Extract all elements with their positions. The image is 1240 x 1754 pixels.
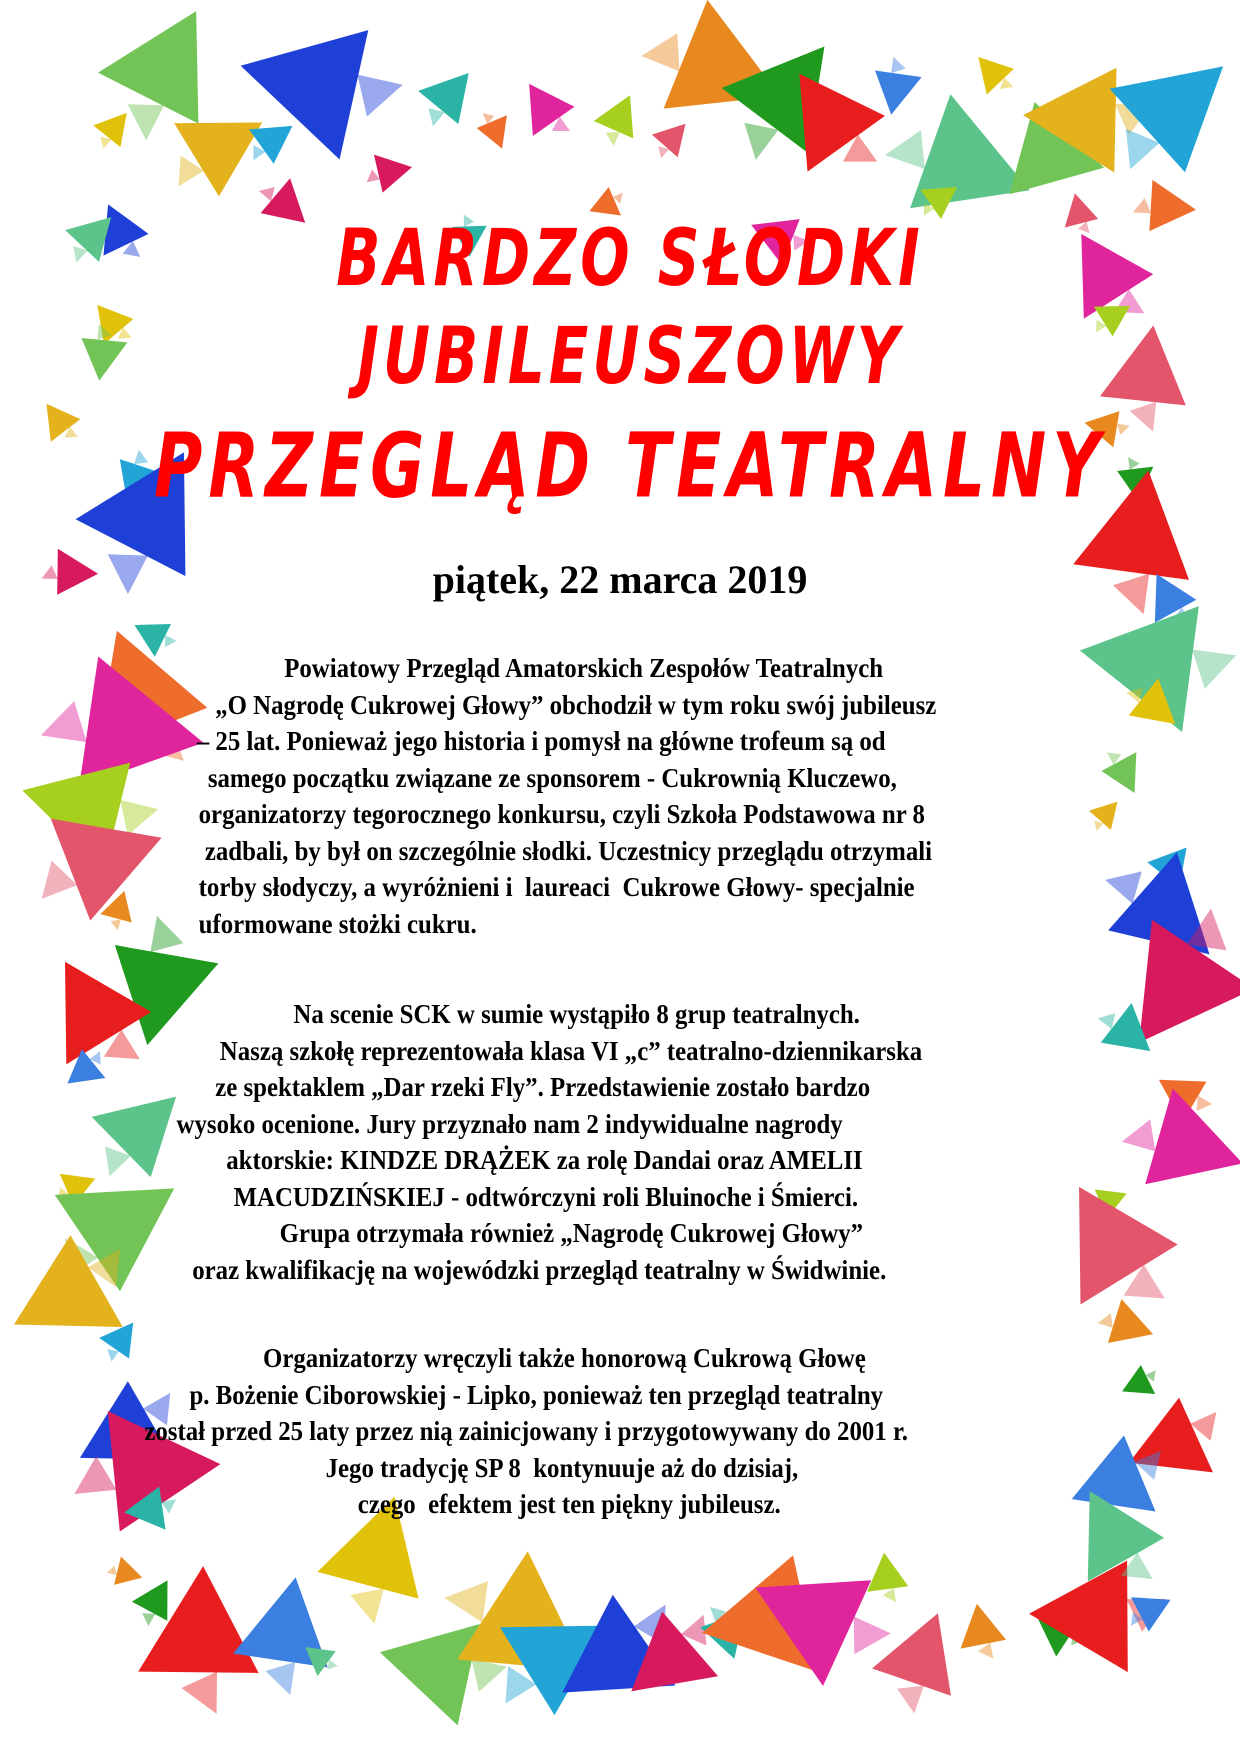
text-line: wysoko ocenione. Jury przyznało nam 2 indywidualne nagrody (176, 1108, 843, 1139)
paragraph-1 (50, 650, 1191, 942)
text-line: torby słodyczy, a wyróżnieni i laureaci Cukrowe Głowy- specjalnie (198, 872, 915, 902)
title-line-2: JUBILEUSZOWY (357, 310, 903, 402)
title-line-1: BARDZO SŁODKI (336, 212, 924, 304)
text-line: aktorskie: KINDZE DRĄŻEK za rolę Dandai oraz AMELII (226, 1145, 863, 1175)
text-line: Jego tradycję SP 8 kontynuuje aż do dzisiaj, (325, 1452, 799, 1483)
text-line: – 25 lat. Ponieważ jego historia i pomysł na główne trofeum są od (196, 726, 886, 756)
text-line: uformowane stożki cukru. (198, 908, 477, 939)
paragraph-3 (50, 1340, 1191, 1523)
text-line: Na scenie SCK w sumie wystąpiło 8 grup teatralnych. (293, 999, 860, 1029)
text-line: samego początku związane ze sponsorem - Cukrownią Kluczewo, (207, 762, 897, 793)
text-line: oraz kwalifikację na wojewódzki przegląd teatralny w Świdwinie. (192, 1254, 887, 1285)
text-line: Naszą szkołę reprezentowała klasa VI „c” teatralno-dziennikarska (219, 1035, 923, 1066)
text-line: p. Bożenie Ciborowskiej - Lipko, ponieważ ten przegląd teatralny (189, 1379, 884, 1410)
text-line: czego efektem jest ten piękny jubileusz. (357, 1489, 781, 1519)
text-line: „O Nagrodę Cukrowej Głowy” obchodził w tym roku swój jubileusz (215, 689, 937, 720)
paragraph-2 (50, 996, 1191, 1288)
event-date: piątek, 22 marca 2019 (432, 557, 808, 602)
text-line: MACUDZIŃSKIEJ - odtwórczyni roli Bluinoche i Śmierci. (233, 1181, 859, 1212)
text-line: zadbali, by był on szczególnie słodki. Uczestnicy przeglądu otrzymali (198, 835, 933, 866)
text-line: Organizatorzy wręczyli także honorową Cukrową Głowę (263, 1343, 866, 1373)
text-line: ze spektaklem „Dar rzeki Fly”. Przedstawienie zostało bardzo (215, 1072, 871, 1102)
title-line-3: PRZEGLĄD TEATRALNY (153, 414, 1107, 518)
text-line: organizatorzy tegorocznego konkursu, czyli Szkoła Podstawowa nr 8 (198, 799, 925, 829)
text-line: został przed 25 laty przez nią zainicjowany i przygotowywany do 2001 r. (144, 1416, 908, 1446)
text-line: Grupa otrzymała również „Nagrodę Cukrowej Głowy” (279, 1218, 864, 1248)
text-line: Powiatowy Przegląd Amatorskich Zespołów Teatralnych (284, 653, 884, 683)
